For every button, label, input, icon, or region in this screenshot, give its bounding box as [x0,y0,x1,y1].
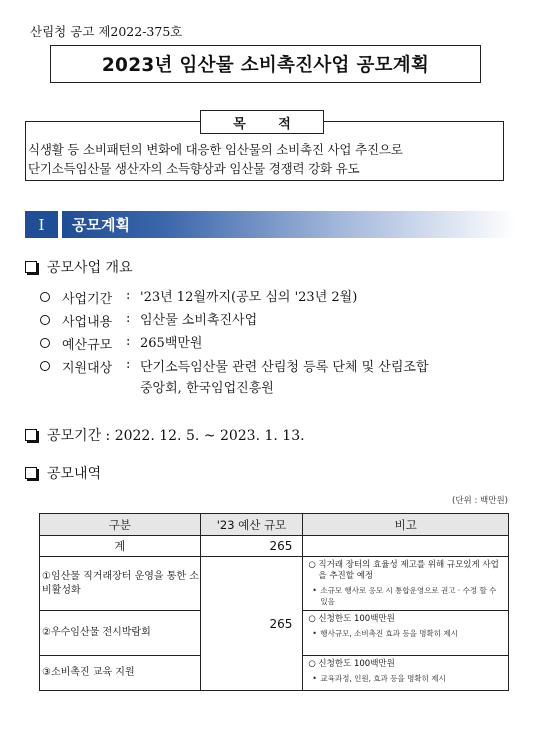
table-amount: 265 [200,557,303,691]
overview-heading-text: 공모사업 개요 [47,260,133,276]
table-item: ②우수임산물 전시박람회 [40,611,201,656]
period-heading [25,425,305,445]
dot-marker-icon: • [312,629,317,638]
overview-item-value: 단기소득임산물 관련 산림청 등록 단체 및 산림조합 중앙회, 한국임업진흥원 [140,360,429,396]
table-header: 구분 [40,514,201,536]
circle-bullet-icon [40,315,50,325]
details-heading [25,463,101,483]
overview-item-label: 사업내용 [62,315,113,330]
details-heading-text: 공모내역 [47,466,102,482]
table-note: ○ 직거래 장터의 효율성 제고를 위해 규모있게 사업을 추진할 예정 • 소규모 행사로 응모 시 통합운영으로 권고 · 수정 할 수 있음 [303,557,509,611]
circle-bullet-icon [40,292,50,302]
purpose-text [28,140,504,178]
section-title-bar [62,211,516,238]
unit-label: (단위 : 백만원) [452,496,508,506]
table-note: ○ 신청한도 100백만원 • 행사규모, 소비촉진 효과 등을 명확히 제시 [303,611,509,656]
square-bullet-icon [25,429,37,441]
section-number: I [25,211,58,238]
table-header-row [40,514,509,536]
table-item: ③소비촉진 교육 지원 [40,656,201,691]
overview-item-label: 사업기간 [62,292,113,307]
table-item: ①임산물 직거래장터 운영을 통한 소비활성화 [40,557,201,611]
budget-table [39,513,509,691]
table-total-row [40,536,509,557]
circle-marker-icon: ○ [308,614,316,624]
purpose-label: 목 적 [200,110,324,134]
circle-bullet-icon [40,361,50,371]
page-title: 2023년 임산물 소비촉진사업 공모계획 [50,45,481,83]
overview-item: 예산규모 : 265백만원 [40,334,203,353]
overview-heading [25,257,133,277]
table-header: '23 예산 규모 [200,514,303,536]
square-bullet-icon [25,261,37,273]
purpose-line: 식생활 등 소비패턴의 변화에 대응한 임산물의 소비촉진 사업 추진으로 [28,142,403,157]
table-row [40,557,509,611]
section-title: 공모계획 [72,216,130,234]
dot-marker-icon: • [312,674,317,683]
overview-item-value: 265백만원 [140,336,203,351]
table-note: ○ 신청한도 100백만원 • 교육과정, 인원, 효과 등을 명확히 제시 [303,656,509,691]
purpose-line: 단기소득임산물 생산자의 소득향상과 임산물 경쟁력 강화 유도 [28,161,360,176]
overview-item-value: 임산물 소비촉진사업 [140,313,258,328]
notice-number: 산림청 공고 제2022-375호 [30,24,183,39]
overview-item-value: '23년 12월까지(공모 심의 '23년 2월) [140,290,358,305]
overview-item-label: 예산규모 [62,338,113,353]
circle-bullet-icon [40,338,50,348]
period-heading-text: 공모기간 : 2022. 12. 5. ~ 2023. 1. 13. [47,428,305,444]
square-bullet-icon [25,467,37,479]
circle-marker-icon: ○ [308,659,316,669]
overview-item: 사업내용 : 임산물 소비촉진사업 [40,311,257,330]
dot-marker-icon: • [312,586,317,595]
overview-item-label: 지원대상 [62,361,113,376]
circle-marker-icon: ○ [308,560,316,570]
total-label: 계 [40,536,201,557]
overview-item: 사업기간 : '23년 12월까지(공모 심의 '23년 2월) [40,288,357,307]
total-value: 265 [200,536,303,557]
overview-item: 지원대상 : 단기소득임산물 관련 산림청 등록 단체 및 산림조합 중앙회, 한국임업진흥원 [40,357,500,399]
table-header: 비고 [303,514,509,536]
